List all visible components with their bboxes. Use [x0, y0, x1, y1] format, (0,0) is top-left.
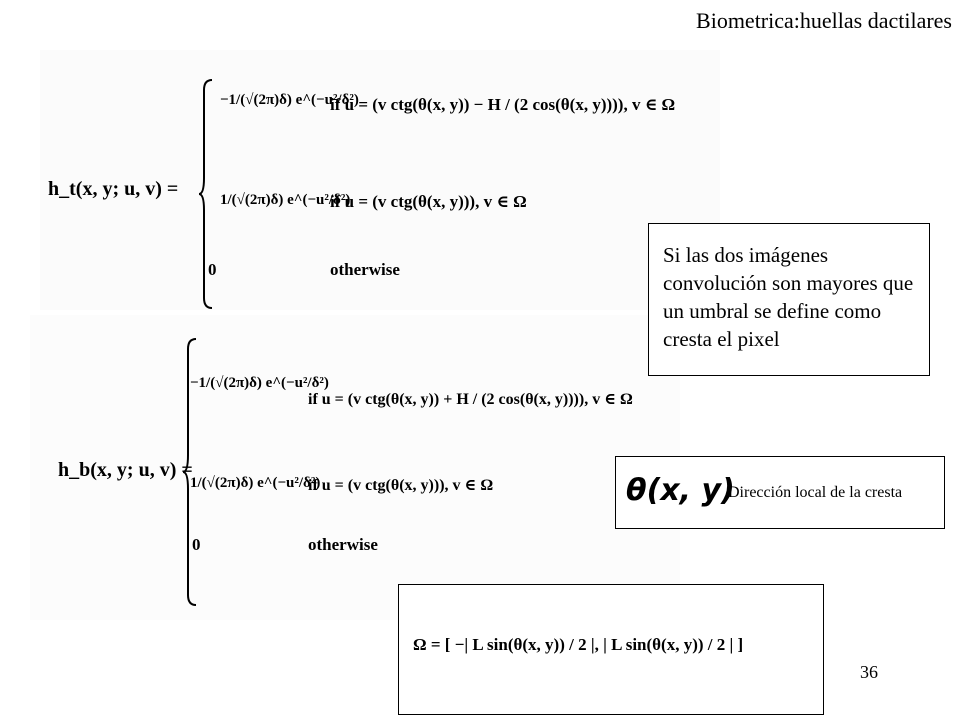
hb-case3-cond: otherwise	[308, 535, 378, 554]
hb-case3-value: 0	[192, 535, 201, 554]
hb-case1-cond: if u = (v ctg(θ(x, y)) + H / (2 cos(θ(x, y)))), v ∈ Ω	[308, 391, 633, 408]
hb-lhs: h_b(x, y; u, v) =	[58, 459, 193, 481]
hb-case2-coef: 1/(√(2π)δ) e^(−u²/δ²)	[190, 475, 321, 491]
omega-formula: Ω = [ −| L sin(θ(x, y)) / 2 |, | L sin(θ(x, y)) / 2 | ]	[413, 635, 744, 654]
direction-box	[615, 456, 945, 529]
ht-case2-coef: 1/(√(2π)δ) e^(−u²/δ²)	[220, 192, 351, 208]
theta-symbol: θ(x, y)	[626, 473, 735, 508]
formula-ht	[40, 50, 720, 310]
ht-case1-cond: if u = (v ctg(θ(x, y)) − H / (2 cos(θ(x, y)))), v ∈ Ω	[330, 95, 676, 114]
formula-hb	[30, 315, 680, 620]
ht-case3-value: 0	[208, 260, 217, 279]
slide-title: Biometrica:huellas dactilares	[696, 8, 952, 33]
hb-case1-coef: −1/(√(2π)δ) e^(−u²/δ²)	[190, 375, 329, 391]
page-number: 36	[860, 662, 878, 682]
ht-case1-coef: −1/(√(2π)δ) e^(−u²/δ²)	[220, 92, 359, 108]
omega-formula-box	[398, 584, 824, 715]
ht-lhs: h_t(x, y; u, v) =	[48, 178, 179, 200]
hb-case2-cond: if u = (v ctg(θ(x, y))), v ∈ Ω	[308, 477, 494, 494]
direction-label: Dirección local de la cresta	[728, 484, 903, 501]
note-textbox: Si las dos imágenes convolución son mayores que un umbral se define como cresta el pixel	[648, 223, 930, 376]
ht-case3-cond: otherwise	[330, 260, 400, 279]
ht-case2-cond: if u = (v ctg(θ(x, y))), v ∈ Ω	[330, 192, 527, 211]
